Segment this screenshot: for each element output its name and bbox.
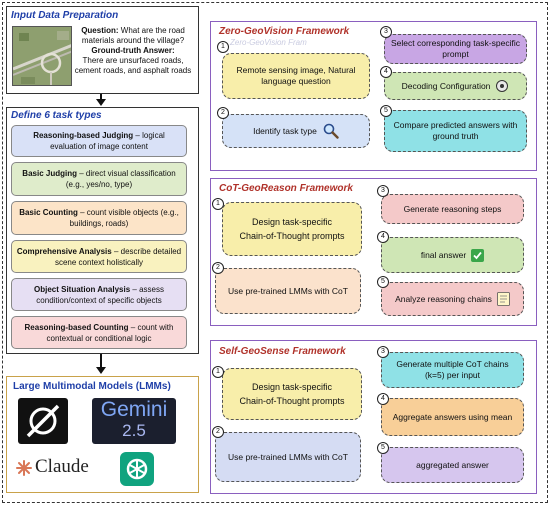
gemini-version: 2.5 [122, 421, 146, 440]
step-number-1: 1 [212, 198, 224, 210]
cot-step5-box [381, 282, 524, 316]
step-number-2: 2 [212, 426, 224, 438]
zero-geovision-ghost-title: Zero-GeoVision Fram [230, 38, 307, 47]
cot-step4-text: final answer [420, 249, 467, 260]
task-desc: direct visual classification (e.g., yes/no, type) [65, 169, 176, 189]
grok-logo-icon [18, 398, 68, 444]
claude-wordmark: Claude [35, 456, 89, 477]
cot-step1-text: Design task-specific Chain-of-Thought prompts [239, 217, 345, 241]
step-number-5: 5 [377, 276, 389, 288]
answer-label: Ground-truth Answer: [91, 46, 175, 55]
self-step2-text: Use pre-trained LMMs with CoT [228, 451, 348, 462]
input-panel-title: Input Data Preparation [11, 10, 119, 21]
task-basic-judging: Basic Judging – direct visual classification (e.g., yes/no, type) [11, 162, 187, 196]
self-step3-text: Generate multiple CoT chains (k=5) per input [396, 359, 509, 380]
task-name: Comprehensive Analysis [16, 246, 112, 256]
arrowhead-icon [96, 367, 106, 374]
cot-step3-box [381, 194, 524, 224]
self-step3-box [381, 352, 524, 388]
zero-step4-text: Decoding Configuration [401, 80, 491, 91]
task-desc: assess condition/context of specific objects [36, 284, 164, 305]
answer-text: There are unsurfaced roads, cement roads, and asphalt roads [74, 56, 192, 75]
step-number-3: 3 [380, 26, 392, 38]
self-geosense-title: Self-GeoSense Framework [219, 346, 346, 357]
zero-step3-text: Select corresponding task-specific prompt [391, 38, 520, 59]
question-label: Question: [81, 26, 119, 35]
step-number-1: 1 [212, 366, 224, 378]
task-name: Object Situation Analysis [34, 284, 131, 294]
zero-step1-box [222, 53, 370, 99]
zero-step3-box [384, 34, 527, 64]
task-desc: count visible objects (e.g., buildings, roads) [69, 208, 179, 228]
note-icon [497, 292, 510, 306]
tasks-panel-title: Define 6 task types [11, 110, 102, 121]
check-icon [471, 249, 484, 262]
magnifier-icon [323, 123, 339, 139]
task-reasoning-judging: Reasoning-based Judging – logical evaluation of image content [11, 125, 187, 157]
self-step1-text: Design task-specific Chain-of-Thought prompts [239, 382, 345, 406]
cot-step3-text: Generate reasoning steps [403, 203, 502, 214]
task-basic-counting: Basic Counting – count visible objects (e.g., buildings, roads) [11, 201, 187, 235]
task-name: Reasoning-based Judging [33, 131, 134, 140]
task-name: Basic Judging [22, 169, 77, 178]
task-desc: count with contextual or conditional logic [46, 322, 174, 343]
step-number-2: 2 [217, 107, 229, 119]
task-desc: describe detailed scene context holistically [54, 246, 182, 267]
gemini-wordmark: Gemini [100, 398, 168, 421]
step-number-3: 3 [377, 185, 389, 197]
step-number-1: 1 [217, 41, 229, 53]
self-step4-text: Aggregate answers using mean [392, 411, 513, 422]
zero-step1-text: Remote sensing image, Natural language question [236, 65, 356, 86]
cot-georeason-title: CoT-GeoReason Framework [219, 183, 353, 194]
task-name: Basic Counting [19, 208, 78, 217]
task-comprehensive-analysis: Comprehensive Analysis – describe detailed scene context holistically [11, 240, 187, 273]
self-step5-box [381, 447, 524, 483]
step-number-4: 4 [377, 393, 389, 405]
step-number-5: 5 [377, 442, 389, 454]
zero-geovision-title: Zero-GeoVision Framework [219, 26, 350, 37]
step-number-2: 2 [212, 262, 224, 274]
zero-step5-box [384, 110, 527, 152]
self-step1-box [222, 368, 362, 420]
cot-step2-text: Use pre-trained LMMs with CoT [228, 285, 348, 296]
cot-step2-box [215, 268, 361, 314]
gemini-logo-icon [92, 398, 176, 444]
qa-text [74, 26, 192, 76]
satellite-image [12, 26, 72, 86]
chatgpt-logo-icon [120, 452, 154, 486]
self-step2-box [215, 432, 361, 482]
zero-step5-text: Compare predicted answers with ground truth [393, 120, 518, 141]
cot-step1-box [222, 202, 362, 256]
arrowhead-icon [96, 99, 106, 106]
task-object-situation: Object Situation Analysis – assess condition/context of specific objects [11, 278, 187, 311]
question-text: What are the road materials around the village? [81, 26, 185, 45]
cot-step4-box [381, 237, 524, 273]
task-reasoning-counting: Reasoning-based Counting – count with contextual or conditional logic [11, 316, 187, 349]
task-name: Reasoning-based Counting [24, 322, 129, 332]
step-number-3: 3 [377, 346, 389, 358]
gear-icon [495, 79, 509, 93]
cot-step5-text: Analyze reasoning chains [395, 293, 492, 304]
claude-logo-icon [16, 456, 96, 480]
self-step5-text: aggregated answer [416, 459, 489, 470]
zero-step2-text: Identify task type [253, 125, 317, 136]
step-number-4: 4 [377, 231, 389, 243]
task-desc: logical evaluation of image content [50, 131, 165, 151]
lmms-panel-title: Large Multimodal Models (LMMs) [13, 381, 171, 392]
zero-step4-box [384, 72, 527, 100]
zero-step2-box [222, 114, 370, 148]
self-step4-box [381, 398, 524, 436]
step-number-5: 5 [380, 105, 392, 117]
step-number-4: 4 [380, 66, 392, 78]
